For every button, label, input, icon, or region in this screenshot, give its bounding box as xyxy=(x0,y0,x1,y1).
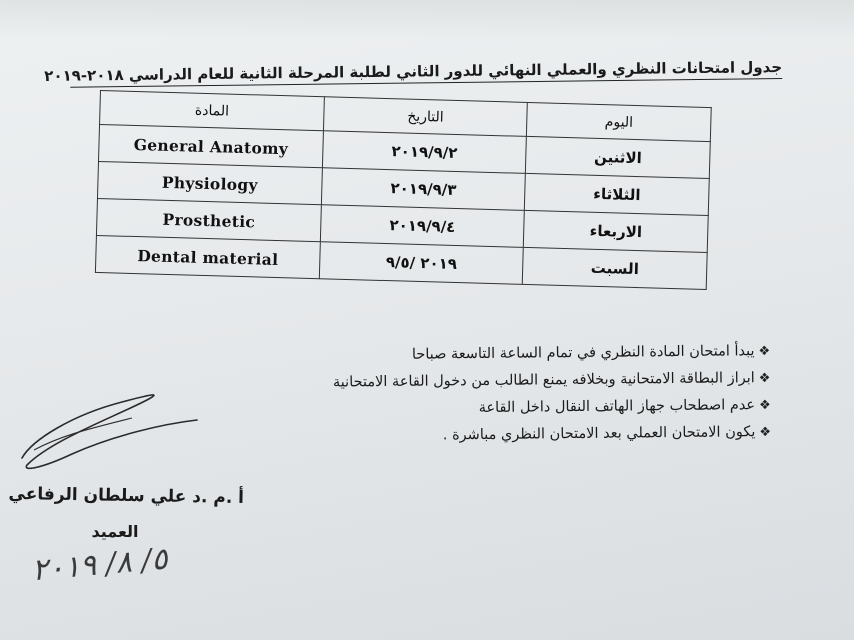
row-subject: Dental material xyxy=(95,235,320,278)
instruction-text: يكون الامتحان العملي بعد الامتحان النظري مباشرة . xyxy=(442,424,756,444)
row-subject: Physiology xyxy=(97,161,322,204)
row-day: الاثنين xyxy=(526,136,711,178)
handwritten-signature xyxy=(12,380,202,480)
diamond-dots-icon: ❖ xyxy=(759,424,772,441)
row-day: السبت xyxy=(522,247,707,289)
list-item xyxy=(331,419,771,451)
diamond-dots-icon: ❖ xyxy=(758,370,771,387)
signer-name: أ .م .د علي سلطان الرفاعي xyxy=(8,483,245,509)
row-date: ٢٠١٩/٩/٤ xyxy=(320,205,524,248)
instruction-text: ابراز البطاقة الامتحانية وبخلافه يمنع الطالب من دخول القاعة الامتحانية xyxy=(332,370,755,391)
diamond-dots-icon: ❖ xyxy=(758,397,771,414)
row-day: الاربعاء xyxy=(524,210,709,252)
row-subject: General Anatomy xyxy=(99,125,324,168)
exam-schedule-table xyxy=(95,90,712,290)
header-day: اليوم xyxy=(527,102,712,141)
exam-instructions-list xyxy=(330,338,771,451)
instruction-text: يبدأ امتحان المادة النظري في تمام الساعة التاسعة صباحا xyxy=(411,343,755,363)
row-date: ٢٠١٩/٩/٣ xyxy=(321,168,525,211)
row-date: ٢٠١٩ /٩/٥ xyxy=(319,242,523,285)
instruction-text: عدم اصطحاب جهاز الهاتف النقال داخل القاعة xyxy=(478,397,756,417)
diamond-dots-icon: ❖ xyxy=(758,343,771,360)
header-date: التاريخ xyxy=(323,97,527,137)
row-date: ٢٠١٩/٩/٢ xyxy=(322,131,526,174)
row-subject: Prosthetic xyxy=(96,198,321,241)
handwritten-date: ٥/ ٨/ ٢٠١٩ xyxy=(30,541,169,589)
page-shadow xyxy=(0,0,854,40)
schedule-title: جدول امتحانات النظري والعملي النهائي للدور الثاني لطلبة المرحلة الثانية للعام الدراسي ٢٠١٨-٢٠١٩ xyxy=(70,58,782,88)
header-subject: المادة xyxy=(100,91,325,131)
row-day: الثلاثاء xyxy=(525,173,710,215)
signer-role: العميد xyxy=(91,522,139,541)
